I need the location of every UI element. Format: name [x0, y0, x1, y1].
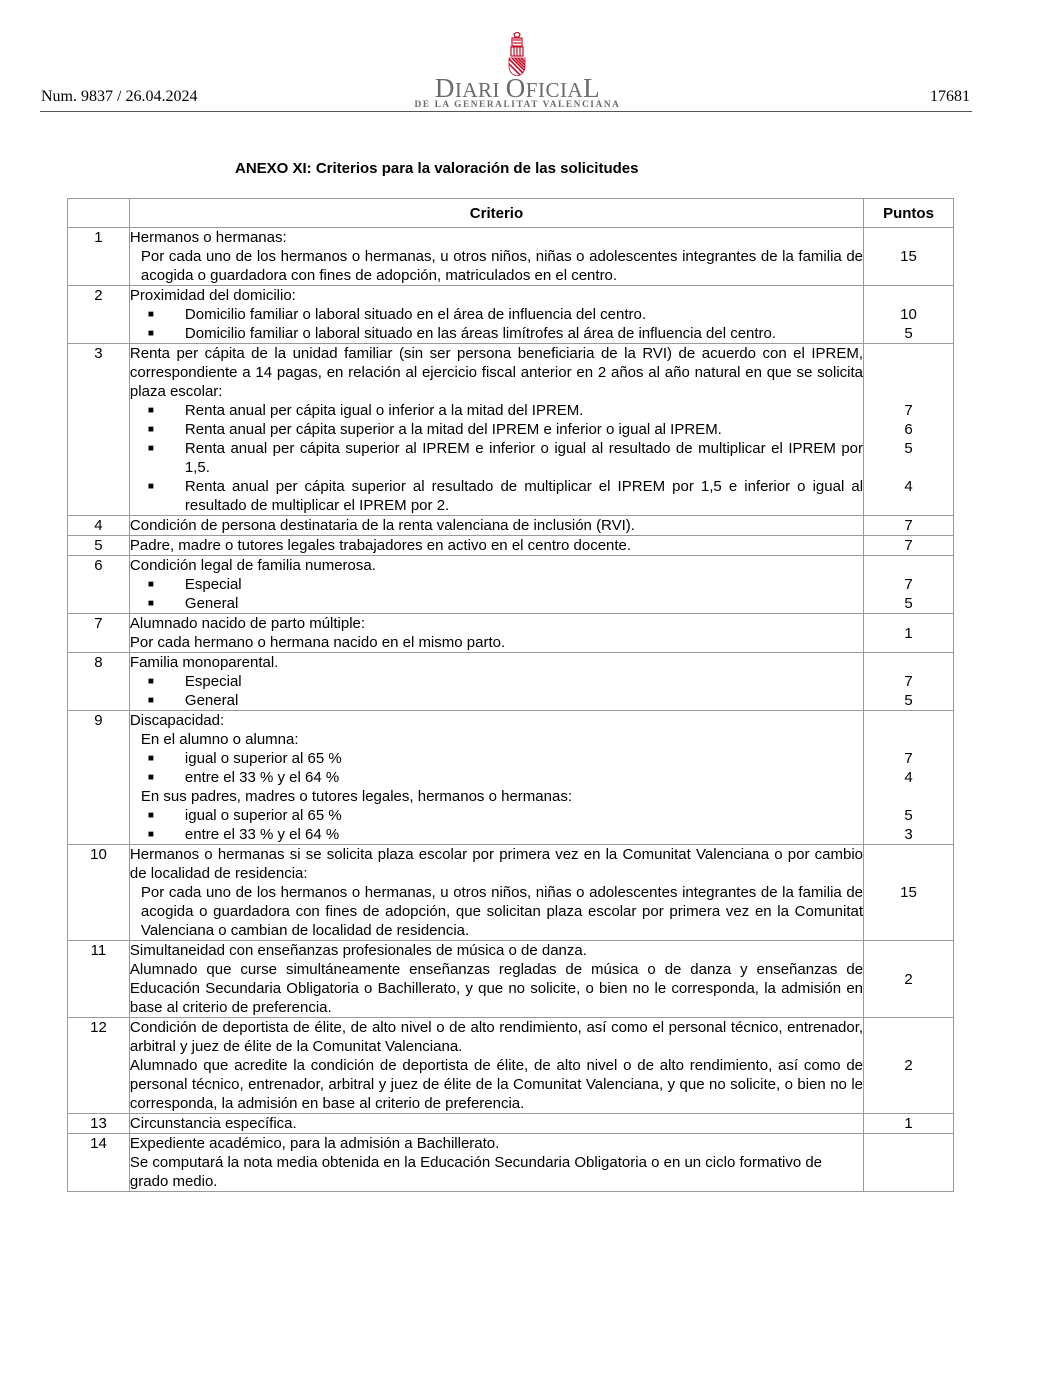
criterion-number: 2	[68, 286, 130, 344]
column-header-number	[68, 199, 130, 228]
criterion-points: 7	[864, 516, 954, 536]
table-row	[68, 941, 954, 1018]
bullet-square-icon: ■	[147, 579, 154, 590]
criterion-points	[864, 286, 954, 344]
bullet-text: General	[184, 595, 239, 612]
criterion-text	[129, 556, 863, 614]
criterion-heading: Condición de persona destinataria de la renta valenciana de inclusión (RVI).	[129, 517, 635, 534]
criterion-points: 1	[864, 1114, 954, 1134]
bullet-points: 7	[904, 673, 913, 690]
criterion-heading: Renta per cápita de la unidad familiar (sin ser persona beneficiaria de la RVI) de acuerdo con el IPREM, correspondiente a 14 pagas, en relación al ejercicio fiscal anterior en 2 años al año natural en que se solicita plaza escolar:	[129, 345, 864, 400]
criterion-number: 5	[68, 536, 130, 556]
bullet-text: entre el 33 % y el 64 %	[184, 826, 340, 843]
bullet-text: Renta anual per cápita igual o inferior a la mitad del IPREM.	[184, 402, 584, 419]
criterion-subheading: En sus padres, madres o tutores legales, hermanos o hermanas:	[140, 788, 572, 805]
table-row	[68, 711, 954, 845]
criterion-text	[129, 941, 863, 1018]
bullet-points: 5	[904, 807, 913, 824]
bullet-points: 4	[904, 478, 913, 495]
criterion-number: 9	[68, 711, 130, 845]
criterion-heading: Hermanos o hermanas:	[129, 229, 287, 246]
criterion-text	[129, 228, 863, 286]
criteria-table	[67, 198, 954, 1192]
table-row	[68, 286, 954, 344]
table-row	[68, 1134, 954, 1192]
bullet-square-icon: ■	[147, 443, 154, 454]
logo-letters: IARI	[454, 78, 506, 102]
criterion-text	[129, 845, 863, 941]
criterion-number: 7	[68, 614, 130, 653]
criterion-text	[129, 1134, 863, 1192]
criterion-bullet	[130, 420, 863, 439]
criterion-heading: Hermanos o hermanas si se solicita plaza escolar por primera vez en la Comunitat Valenciana o por cambio de localidad de residencia:	[129, 846, 864, 882]
criterion-body: Por cada uno de los hermanos o hermanas, u otros niños, niñas o adolescentes integrantes de la familia de acogida o guardadora con fines de adopción, matriculados en el centro.	[140, 248, 864, 284]
criterion-number: 6	[68, 556, 130, 614]
bullet-points: 5	[904, 692, 913, 709]
bullet-text: entre el 33 % y el 64 %	[184, 769, 340, 786]
criterion-heading: Expediente académico, para la admisión a Bachillerato.	[129, 1135, 500, 1152]
criterion-heading: Familia monoparental.	[129, 654, 279, 671]
criterion-body: Por cada uno de los hermanos o hermanas, u otros niños, niñas o adolescentes integrantes de la familia de acogida o guardadora con fines de adopción, que solicitan plaza escolar por primera vez en la Comunitat Valenciana o cambian de localidad de residencia.	[140, 884, 864, 939]
criterion-number: 10	[68, 845, 130, 941]
criterion-number: 13	[68, 1114, 130, 1134]
criterion-bullet	[130, 305, 863, 324]
criterion-heading: Proximidad del domicilio:	[129, 287, 296, 304]
bullet-text: General	[184, 692, 239, 709]
logo-letters: FICIA	[525, 78, 584, 102]
bullet-text: Domicilio familiar o laboral situado en el área de influencia del centro.	[184, 306, 647, 323]
criterion-heading: Simultaneidad con enseñanzas profesionales de música o de danza.	[129, 942, 587, 959]
bullet-square-icon: ■	[147, 481, 154, 492]
criterion-heading: Condición de deportista de élite, de alto nivel o de alto rendimiento, así como el personal técnico, entrenador, arbitral y juez de élite de la Comunitat Valenciana.	[129, 1019, 864, 1055]
table-header-row	[68, 199, 954, 228]
bullet-square-icon: ■	[147, 695, 154, 706]
table-row	[68, 556, 954, 614]
criterion-points	[864, 556, 954, 614]
criterion-bullet	[130, 477, 863, 515]
bullet-square-icon: ■	[147, 405, 154, 416]
criterion-bullet	[130, 401, 863, 420]
criterion-points: 1	[864, 614, 954, 653]
bullet-text: igual o superior al 65 %	[184, 807, 342, 824]
bullet-square-icon: ■	[147, 810, 154, 821]
header-divider	[40, 111, 972, 112]
criterion-points: 7	[864, 536, 954, 556]
criterion-number: 8	[68, 653, 130, 711]
generalitat-coat-of-arms-icon	[504, 32, 530, 76]
criterion-body: Por cada hermano o hermana nacido en el mismo parto.	[129, 634, 506, 651]
bullet-points: 4	[904, 769, 913, 786]
diari-oficial-logo	[405, 32, 630, 112]
bullet-square-icon: ■	[147, 424, 154, 435]
table-row	[68, 536, 954, 556]
criterion-number: 11	[68, 941, 130, 1018]
table-row	[68, 228, 954, 286]
bullet-points: 5	[904, 325, 913, 342]
bullet-square-icon: ■	[147, 676, 154, 687]
criterion-text	[129, 614, 863, 653]
logo-letter: D	[434, 73, 455, 103]
bullet-text: Especial	[184, 673, 242, 690]
table-row	[68, 516, 954, 536]
criterion-bullet	[130, 768, 863, 787]
criterion-heading: Circunstancia específica.	[129, 1115, 297, 1132]
table-row	[68, 845, 954, 941]
criterion-bullet	[130, 749, 863, 768]
criterion-text	[129, 286, 863, 344]
table-row	[68, 1114, 954, 1134]
bullet-points: 7	[904, 402, 913, 419]
criterion-bullet	[130, 439, 863, 477]
bullet-square-icon: ■	[147, 309, 154, 320]
logo-letter: O	[505, 73, 526, 103]
criterion-text	[129, 711, 863, 845]
table-row	[68, 653, 954, 711]
issue-number-date: Num. 9837 / 26.04.2024	[41, 88, 198, 105]
bullet-points: 7	[904, 576, 913, 593]
criterion-points: 15	[864, 845, 954, 941]
criterion-points	[864, 344, 954, 516]
page-number: 17681	[930, 88, 970, 105]
bullet-square-icon: ■	[147, 598, 154, 609]
page-header	[40, 0, 972, 114]
criterion-text	[129, 1114, 863, 1134]
criterion-bullet	[130, 594, 863, 613]
annex-title: ANEXO XI: Criterios para la valoración de las solicitudes	[235, 160, 639, 177]
criterion-subheading: En el alumno o alumna:	[140, 731, 299, 748]
criterion-bullet	[130, 324, 863, 343]
bullet-points: 6	[904, 421, 913, 438]
bullet-text: Especial	[184, 576, 242, 593]
criterion-bullet	[130, 825, 863, 844]
criterion-heading: Alumnado nacido de parto múltiple:	[129, 615, 366, 632]
criterion-body: Se computará la nota media obtenida en la Educación Secundaria Obligatoria o en un ciclo formativo de grado medio.	[129, 1154, 823, 1190]
bullet-points: 7	[904, 750, 913, 767]
criterion-points: 15	[864, 228, 954, 286]
criterion-text	[129, 344, 863, 516]
logo-subtitle: DE LA GENERALITAT VALENCIANA	[414, 100, 621, 110]
criterion-number: 4	[68, 516, 130, 536]
column-header-criterio: Criterio	[129, 199, 863, 228]
bullet-points: 5	[904, 440, 913, 457]
criterion-bullet	[130, 575, 863, 594]
criterion-points	[864, 711, 954, 845]
bullet-text: Renta anual per cápita superior al IPREM e inferior o igual al resultado de multiplicar el IPREM por 1,5.	[184, 440, 864, 476]
table-row	[68, 614, 954, 653]
criterion-bullet	[130, 672, 863, 691]
bullet-text: Domicilio familiar o laboral situado en las áreas limítrofes al área de influencia del centro.	[184, 325, 777, 342]
criterion-number: 14	[68, 1134, 130, 1192]
bullet-square-icon: ■	[147, 829, 154, 840]
criterion-text	[129, 653, 863, 711]
criterion-number: 3	[68, 344, 130, 516]
table-row	[68, 1018, 954, 1114]
bullet-square-icon: ■	[147, 753, 154, 764]
criterion-points: 2	[864, 1018, 954, 1114]
bullet-points: 3	[904, 826, 913, 843]
criterion-points	[864, 653, 954, 711]
criterion-points	[864, 1134, 954, 1192]
bullet-points: 10	[900, 306, 917, 323]
criterion-heading: Discapacidad:	[129, 712, 225, 729]
criterion-bullet	[130, 806, 863, 825]
criterion-heading: Padre, madre o tutores legales trabajadores en activo en el centro docente.	[129, 537, 632, 554]
column-header-puntos: Puntos	[864, 199, 954, 228]
criterion-text	[129, 536, 863, 556]
criterion-text	[129, 516, 863, 536]
criterion-heading: Condición legal de familia numerosa.	[129, 557, 376, 574]
criterion-text	[129, 1018, 863, 1114]
bullet-text: Renta anual per cápita superior a la mitad del IPREM e inferior o igual al IPREM.	[184, 421, 722, 438]
criterion-body: Alumnado que acredite la condición de deportista de élite, de alto nivel o de alto rendimiento, así como de personal técnico, entrenador, arbitral y juez de élite de la Comunitat Valenciana, y que no solicite, o bien no le corresponda, la admisión en base al criterio de preferencia.	[129, 1057, 864, 1112]
table-row	[68, 344, 954, 516]
criterion-number: 1	[68, 228, 130, 286]
bullet-text: igual o superior al 65 %	[184, 750, 342, 767]
bullet-points: 5	[904, 595, 913, 612]
criterion-number: 12	[68, 1018, 130, 1114]
bullet-text: Renta anual per cápita superior al resultado de multiplicar el IPREM por 1,5 e inferior o igual al resultado de multiplicar el IPREM por 2.	[184, 478, 864, 514]
logo-letter: L	[583, 73, 601, 103]
criterion-body: Alumnado que curse simultáneamente enseñanzas regladas de música o de danza y enseñanzas de Educación Secundaria Obligatoria o Bachillerato, y que no solicite, o bien no le corresponda, la admisión en base al criterio de preferencia.	[129, 961, 864, 1016]
bullet-square-icon: ■	[147, 328, 154, 339]
criterion-bullet	[130, 691, 863, 710]
criterion-points: 2	[864, 941, 954, 1018]
bullet-square-icon: ■	[147, 772, 154, 783]
